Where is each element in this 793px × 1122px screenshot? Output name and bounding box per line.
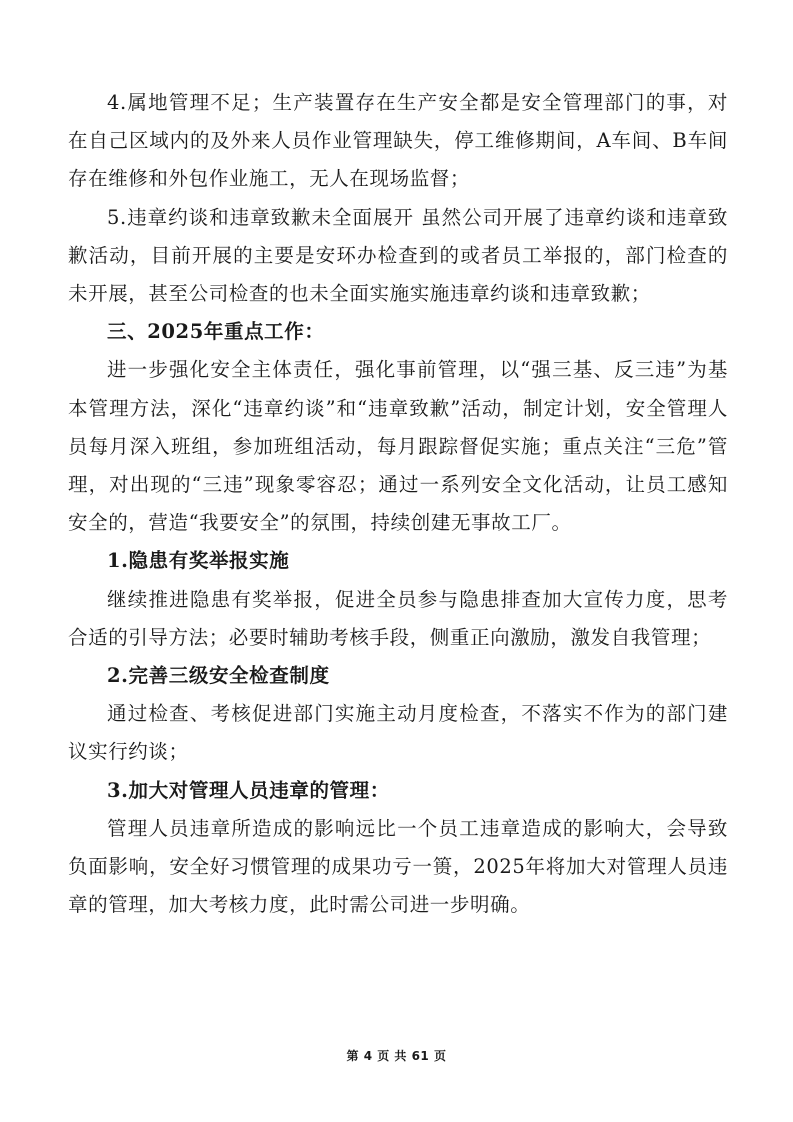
paragraph-manager-violations: 管理人员违章所造成的影响远比一个员工违章造成的影响大，会导致负面影响，安全好习惯管理的成果功亏一篑，2025年将加大对管理人员违章的管理，加大考核力度，此时需公司进一步明确。 bbox=[68, 816, 728, 917]
subheading-manager-violations: 3.加大对管理人员违章的管理： bbox=[107, 778, 390, 802]
paragraph-property-management: 4.属地管理不足；生产装置存在生产安全都是安全管理部门的事，对在自己区域内的及外来人员作业管理缺失，停工维修期间，A车间、B车间存在维修和外包作业施工，无人在现场监督； bbox=[68, 91, 728, 191]
section-heading-2025-key-work: 三、2025年重点工作： bbox=[107, 320, 325, 344]
document-page bbox=[68, 84, 728, 924]
subheading-three-level-inspection: 2.完善三级安全检查制度 bbox=[107, 664, 330, 688]
page-number-footer: 第 4 页 共 61 页 bbox=[346, 1049, 447, 1063]
paragraph-three-level-inspection: 通过检查、考核促进部门实施主动月度检查，不落实不作为的部门建议实行约谈； bbox=[68, 702, 728, 764]
paragraph-strengthen-responsibility: 进一步强化安全主体责任，强化事前管理，以“强三基、反三违”为基本管理方法，深化“违章约谈”和“违章致歉”活动，制定计划，安全管理人员每月深入班组，参加班组活动，每月跟踪督促实施；重点关注“三危”管理，对出现的“三违”现象零容忍；通过一系列安全文化活动，让员工感知安全的，营造“我要安全”的氛围，持续创建无事故工厂。 bbox=[68, 358, 728, 535]
paragraph-hazard-reporting: 继续推进隐患有奖举报，促进全员参与隐患排查加大宣传力度，思考合适的引导方法；必要时辅助考核手段，侧重正向激励，激发自我管理； bbox=[68, 587, 728, 649]
subheading-hazard-reporting: 1.隐患有奖举报实施 bbox=[107, 549, 290, 573]
paragraph-violation-talks: 5.违章约谈和违章致歉未全面展开 虽然公司开展了违章约谈和违章致歉活动，目前开展的主要是安环办检查到的或者员工举报的，部门检查的未开展，甚至公司检查的也未全面实施实施违章约谈和违章致歉； bbox=[68, 205, 728, 306]
